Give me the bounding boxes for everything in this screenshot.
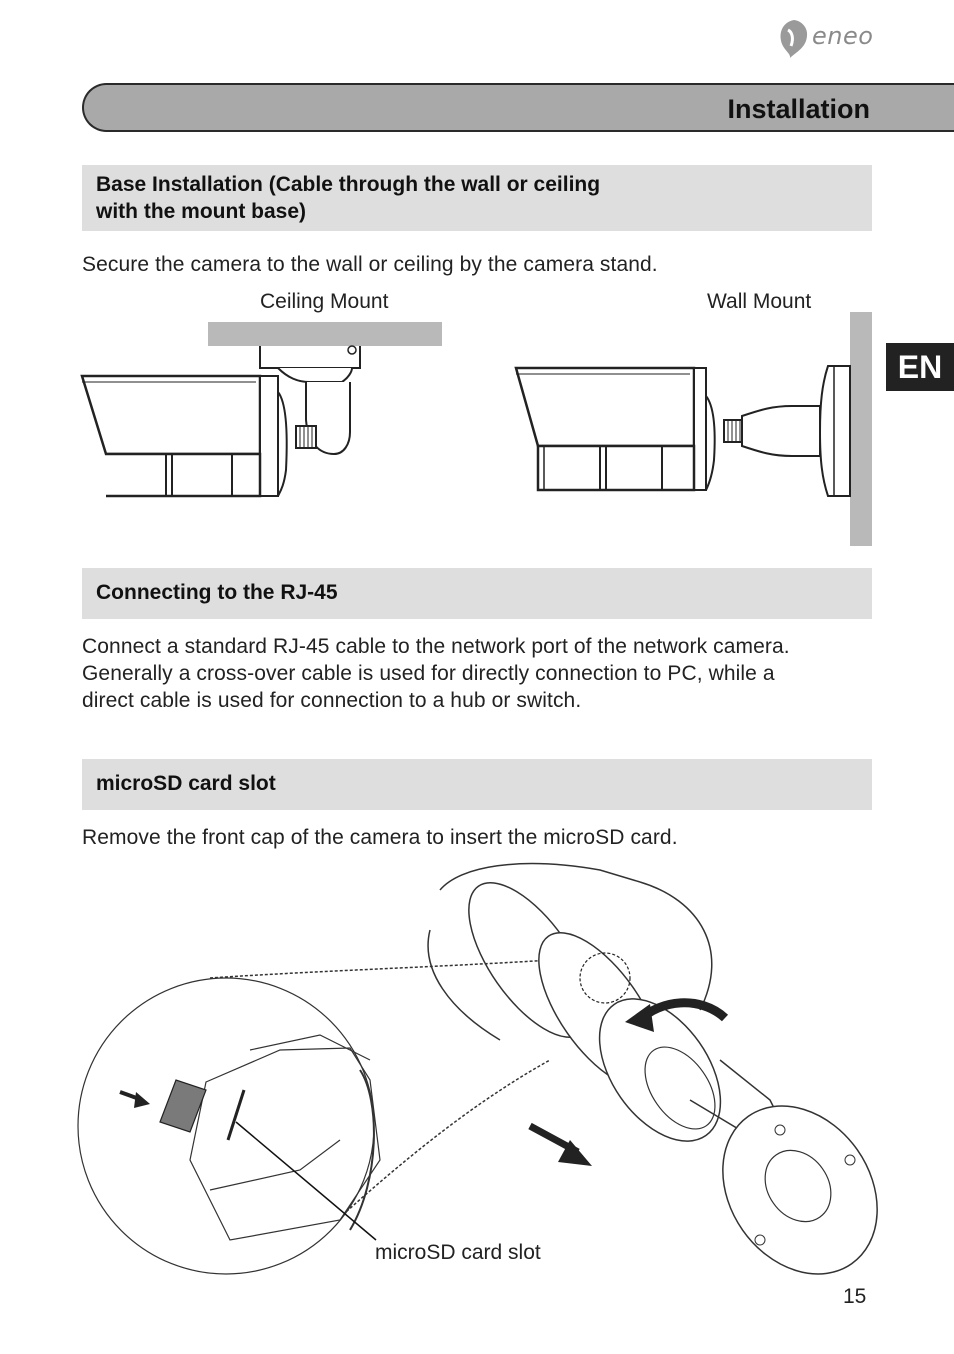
section-heading-microsd [82,759,872,810]
rj45-text-line3: direct cable is used for connection to a hub or switch. [82,689,582,712]
brand-logo [774,16,884,60]
section-title-microsd: microSD card slot [96,772,276,795]
rj45-text [82,633,790,714]
microsd-illustration [80,860,880,1280]
base-installation-text: Secure the camera to the wall or ceiling by the camera stand. [82,253,658,276]
language-tab: EN [886,343,954,391]
logo-text: eneo [812,22,874,50]
section-header-bar [82,83,954,132]
section-title-rj45: Connecting to the RJ-45 [96,581,338,604]
microsd-slot-callout: microSD card slot [375,1241,541,1264]
section-title-line2: with the mount base) [96,200,306,223]
wall-mount-illustration [510,310,874,548]
section-title-line1: Base Installation (Cable through the wall or ceiling [96,173,601,196]
rj45-text-line1: Connect a standard RJ-45 cable to the network port of the network camera. [82,635,790,658]
rj45-text-line2: Generally a cross-over cable is used for directly connection to PC, while a [82,662,775,685]
wall-mount-label: Wall Mount [707,290,812,313]
ceiling-mount-label: Ceiling Mount [260,290,389,313]
section-heading-base-installation [82,165,872,231]
page-number: 15 [843,1285,867,1308]
ceiling-mount-illustration [82,320,462,510]
microsd-text: Remove the front cap of the camera to insert the microSD card. [82,826,678,849]
page-title: Installation [727,94,870,124]
section-heading-rj45 [82,568,872,619]
eneo-leaf-icon [776,18,812,58]
